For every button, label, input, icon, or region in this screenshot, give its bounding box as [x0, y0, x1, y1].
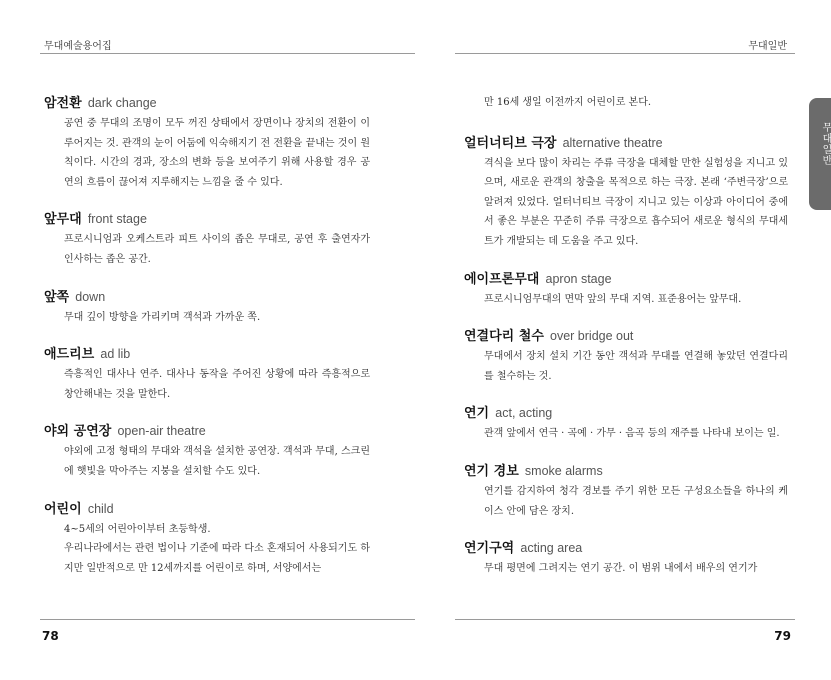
glossary-entry	[464, 133, 788, 252]
term-english: smoke alarms	[524, 463, 603, 478]
term-english: down	[75, 289, 106, 304]
continued-definition: 만 16세 생일 이전까지 어린이로 본다.	[484, 97, 652, 108]
term-english: open-air theatre	[117, 424, 206, 439]
glossary-entry	[464, 269, 788, 310]
entry-definition: 공연 중 무대의 조명이 모두 꺼진 상태에서 장면이나 장치의 전환이 이루어지는 것. 관객의 눈이 어둠에 익숙해지기 전 전환을 끝내는 것이 원칙이다. 시간의 경과, 장소의 변화 등을 보여주기 위해 사용할 경우 공연의 흐름이 끊어져 지루해지는 느낌을 줄 수 있다.	[64, 118, 370, 188]
term-korean: 애드리브	[44, 347, 95, 363]
term-korean: 연기	[464, 406, 490, 422]
entry-term	[464, 461, 788, 482]
entry-term	[464, 538, 788, 559]
page-number-right: 79	[774, 629, 791, 643]
running-head-left: 무대예술용어집	[44, 41, 112, 52]
glossary-entry	[44, 93, 370, 192]
section-tab-label: 무대일반	[820, 122, 831, 166]
term-korean: 암전환	[44, 96, 82, 111]
term-english: ad lib	[100, 347, 131, 362]
entry-definition: 무대에서 장치 설치 기간 동안 객석과 무대를 연결해 놓았던 연결다리를 철수하는 것.	[484, 351, 788, 382]
header-divider-right	[455, 53, 795, 54]
page-number-left: 78	[42, 629, 59, 643]
term-korean: 앞쪽	[44, 289, 70, 305]
term-english: acting area	[520, 541, 583, 556]
entry-definition: 격식을 보다 많이 차리는 주류 극장을 대체할 만한 실험성을 지니고 있으며, 새로운 관객의 창출을 목적으로 하는 극장. 본래 ‘주변극장’으로 알려져 있었다. 얼터너티브 극장이 지니고 있는 이상과 아이디어 중에서 좋은 부분은 꾸준히 주류 극장으로 흡수되어 새로운 형식의 무대세트가 개발되는 데 도움을 주고 있다.	[484, 157, 788, 247]
entry-term	[464, 133, 788, 154]
glossary-entry	[44, 499, 370, 579]
entry-definition: 관객 앞에서 연극 · 곡예 · 가무 · 음곡 등의 재주를 나타내 보이는 일.	[484, 428, 780, 440]
entry-term	[464, 403, 788, 424]
entry-definition: 연기를 감지하여 청각 경보를 주기 위한 모든 구성요소들을 하나의 케이스 안에 담은 장치.	[484, 485, 788, 517]
term-english: child	[87, 501, 114, 516]
entry-term	[44, 93, 370, 114]
running-head-right: 무대일반	[748, 41, 787, 52]
entry-definition: 야외에 고정 형태의 무대와 객석을 설치한 공연장. 객석과 무대, 스크린에 햇빛을 막아주는 지붕을 설치할 수도 있다.	[64, 446, 370, 477]
term-korean: 야외 공연장	[44, 424, 112, 440]
glossary-entry	[464, 326, 788, 386]
term-korean: 연기구역	[464, 541, 515, 557]
entry-term	[44, 421, 370, 442]
section-tab[interactable]	[809, 98, 831, 210]
glossary-entry	[44, 344, 370, 404]
entry-definition: 4~5세의 어린아이부터 초등학생.	[64, 523, 211, 535]
term-english: dark change	[87, 96, 157, 110]
term-korean: 에이프론무대	[464, 271, 540, 287]
entry-definition: 무대 깊이 방향을 가리키며 객석과 가까운 쪽.	[64, 311, 261, 323]
left-page-column	[44, 93, 370, 595]
glossary-entry	[44, 209, 370, 269]
term-english: apron stage	[545, 271, 612, 286]
right-page-column	[464, 93, 788, 596]
term-korean: 얼터너티브 극장	[464, 135, 557, 151]
entry-definition: 즉흥적인 대사나 연주. 대사나 동작을 주어진 상황에 따라 즉흥적으로 창안해내는 것을 말한다.	[64, 369, 370, 400]
glossary-entry	[464, 403, 788, 444]
glossary-entry	[464, 461, 788, 521]
term-english: front stage	[87, 212, 147, 227]
glossary-entry	[464, 538, 788, 579]
term-korean: 앞무대	[44, 212, 82, 228]
entry-term	[44, 209, 370, 230]
entry-term	[44, 287, 370, 308]
glossary-entry	[44, 287, 370, 328]
entry-definition: 프로시니엄무대의 면막 앞의 무대 지역. 표준용어는 앞무대.	[484, 293, 742, 305]
footer-divider-left	[40, 619, 415, 620]
footer-divider-right	[455, 619, 795, 620]
term-english: act, acting	[495, 406, 553, 421]
entry-definition: 무대 평면에 그려지는 연기 공간. 이 범위 내에서 배우의 연기가	[484, 563, 758, 575]
term-korean: 연결다리 철수	[464, 329, 544, 345]
term-english: over bridge out	[550, 329, 634, 344]
term-korean: 어린이	[44, 501, 82, 517]
entry-term	[44, 499, 370, 520]
entry-term	[44, 344, 370, 365]
header-divider-left	[40, 53, 415, 54]
term-english: alternative theatre	[562, 135, 663, 150]
entry-definition: 프로시니엄과 오케스트라 피트 사이의 좁은 무대로, 공연 후 출연자가 인사하는 좁은 공간.	[64, 234, 370, 265]
entry-term	[464, 269, 788, 290]
glossary-entry	[44, 421, 370, 481]
entry-term	[464, 326, 788, 347]
term-korean: 연기 경보	[464, 463, 519, 479]
entry-definition-continued: 우리나라에서는 관련 법이나 기준에 따라 다소 혼재되어 사용되기도 하지만 일반적으로 만 12세까지를 어린이로 하며, 서양에서는	[64, 543, 370, 574]
